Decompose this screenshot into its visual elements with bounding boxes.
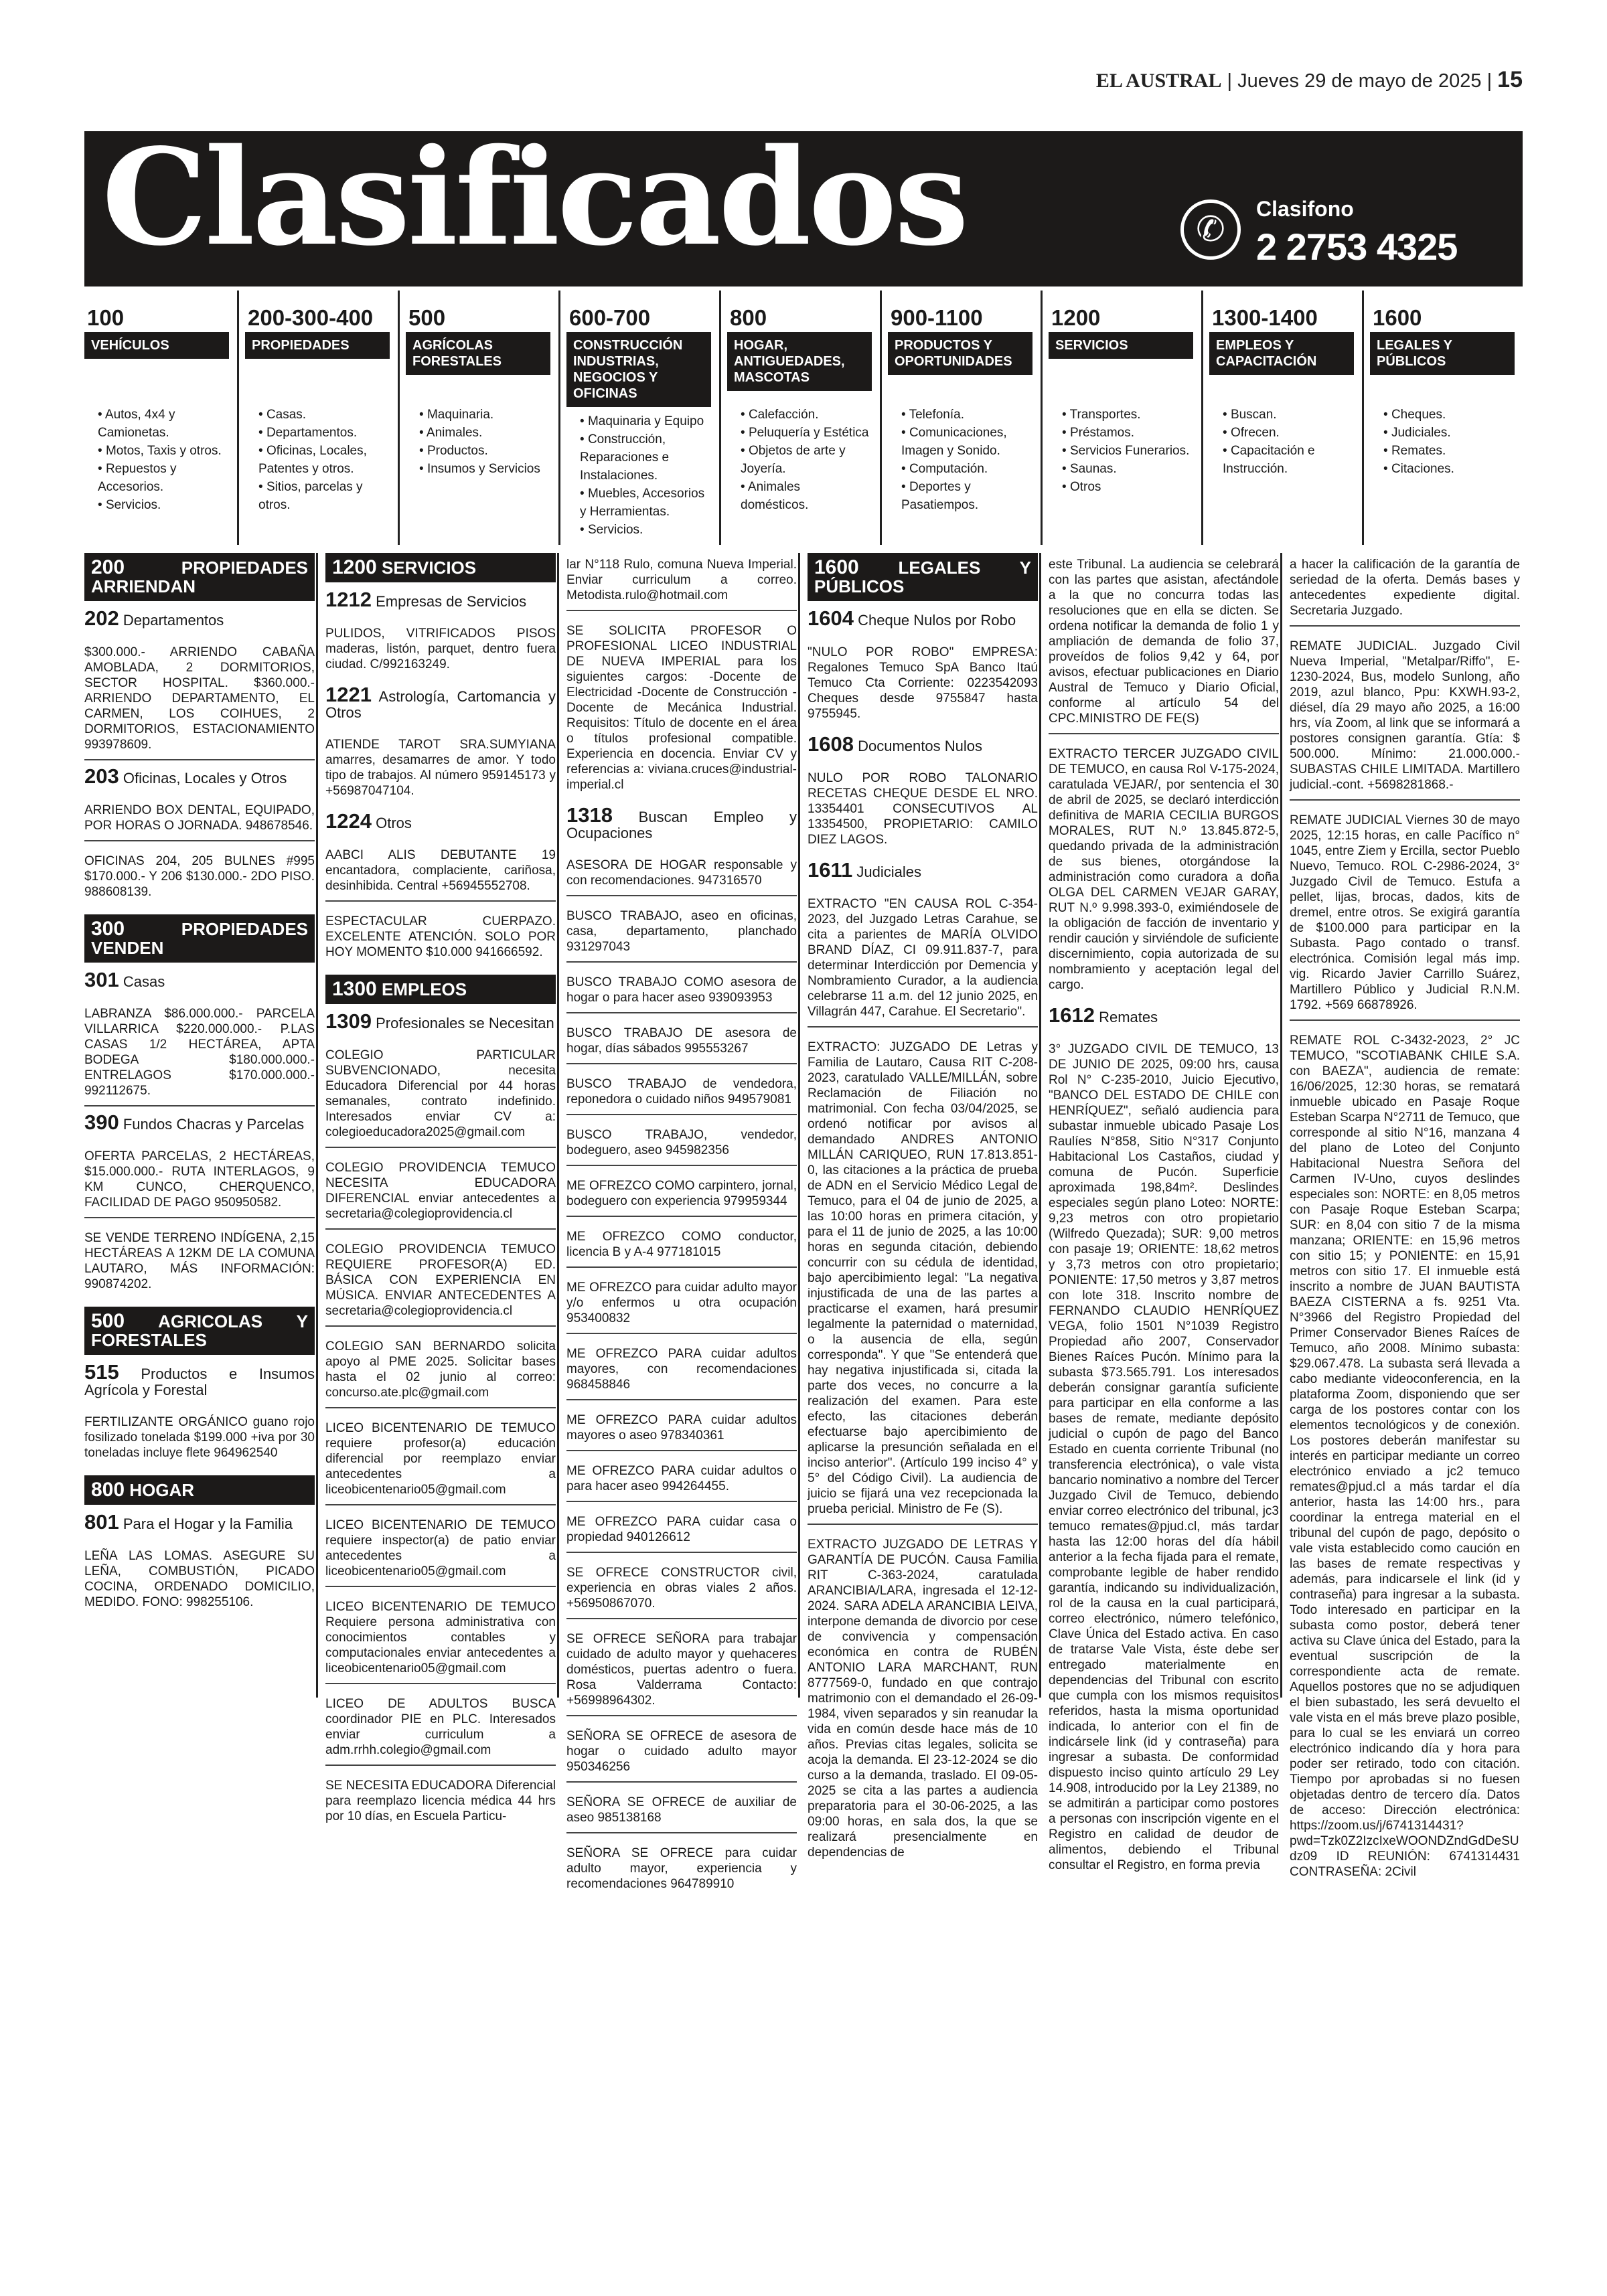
classified-ad: ME OFREZCO PARA cuidar adultos o para hacer aseo 994264455.	[566, 1459, 797, 1502]
classified-ad: SE VENDE TERRENO INDÍGENA, 2,15 HECTÁREAS A 12KM DE LA COMUNA LAUTARO, MÁS INFORMACIÓN: 990874202.	[84, 1231, 315, 1291]
classified-ad: REMATE JUDICIAL. Juzgado Civil Nueva Imperial, "Metalpar/Riffo", E-1230-2024, Bus, modelo Sunlong, año 2019, azul blanco, Ppu: KXWH.93-2, diésel, día 29 mayo año 2025, a 16:00 hrs, vía Zoom, al link que se informará a postores consignen garantía. Gtía: $ 500.000. Mínimo: 21.000.000.- SUBASTAS CHILE LIMITADA. Martillero judicial.-cont. +5698281868.-	[1290, 635, 1520, 801]
classified-ad: ARRIENDO BOX DENTAL, EQUIPADO, POR HORAS O JORNADA. 948678546.	[84, 799, 315, 841]
classified-ad: lar N°118 Rulo, comuna Nueva Imperial. Enviar curriculum a correo. Metodista.rulo@hotmail.com	[566, 553, 797, 611]
classified-ad: $300.000.- ARRIENDO CABAÑA AMOBLADA, 2 DORMITORIOS, SECTOR HOSPITAL. $360.000.- ARRIENDO DEPARTAMENTO, EL CARMEN, LOS COIHUES, 2 DORMITORIOS, ESTACIONAMIENTO 993978609.	[84, 641, 315, 760]
subsection-515: 515 Productos e Insumos Agrícola y Forestal	[84, 1360, 315, 1398]
classified-ad: BUSCO TRABAJO, vendedor, bodeguero, aseo 945982356	[566, 1123, 797, 1166]
classified-ad: LICEO BICENTENARIO DE TEMUCO Requiere persona administrativa con conocimientos contables y computacionales enviar antecedentes a liceobicentenario05@gmail.com	[325, 1595, 556, 1684]
category-1600: 1600 LEGALES Y PÚBLICOS • Cheques. • Judiciales. • Remates. • Citaciones.	[1370, 305, 1515, 540]
subsection-301: 301 Casas	[84, 968, 165, 991]
divider	[1362, 291, 1364, 545]
section-title: Clasificados	[102, 119, 967, 275]
subsection-1224: 1224 Otros	[325, 809, 412, 833]
classified-ad: BUSCO TRABAJO DE asesora de hogar, días sábados 995553267	[566, 1021, 797, 1064]
column-divider	[1280, 553, 1282, 1698]
category-800: 800 HOGAR, ANTIGUEDADES, MASCOTAS • Calefacción. • Peluquería y Estética • Objetos de arte y Joyería. • Animales domésticos.	[727, 305, 872, 540]
subsection-1608: 1608 Documentos Nulos	[808, 732, 982, 756]
divider	[880, 291, 882, 545]
category-600-700: 600-700 CONSTRUCCIÓN INDUSTRIAS, NEGOCIOS Y OFICINAS • Maquinaria y Equipo • Construcción, Reparaciones e Instalaciones. • Muebles, Accesorios y Herramientas. • Servicios.	[566, 305, 711, 540]
category-100: 100 VEHÍCULOS • Autos, 4x4 y Camionetas. • Motos, Taxis y otros. • Repuestos y Accesorios. • Servicios.	[84, 305, 229, 540]
classified-ad: COLEGIO PROVIDENCIA TEMUCO NECESITA EDUCADORA DIFERENCIAL enviar antecedentes a secretaria@colegioprovidencia.cl	[325, 1156, 556, 1230]
classified-ad: ME OFREZCO PARA cuidar adultos mayores o aseo 978340361	[566, 1408, 797, 1451]
section-500: 500 AGRICOLAS Y FORESTALES	[84, 1307, 315, 1355]
classified-ad: SEÑORA SE OFRECE de asesora de hogar o cuidado adulto mayor 950346256	[566, 1724, 797, 1783]
classified-ad: REMATE ROL C-3432-2023, 2° JC TEMUCO, "SCOTIABANK CHILE S.A. con BAEZA", audiencia de remate: 16/06/2025, 12:30 horas, se rematará inmueble ubicado en Pasaje Roque Esteban Scarpa N°2711 de Temuco, que corresponde al sitio N°16, manzana 4 del plano de Loteo del Conjunto Habitacional Nuestra Señora del Carmen IV-Uno, cuyos deslindes especiales son: NORTE: en 8,05 metros con Pasaje Roque Esteban Scarpa; SUR: en 8,04 con sitio 7 de la misma manzana; ORIENTE: en 15,96 metros con sitio 15; y PONIENTE: en 15,91 metros con sitio 17. El inmueble está inscrito a nombre de JUAN BAUTISTA BAEZA CISTERNA a fs. 9251 Vta. N°3966 del Registro Propiedad del Primer Conservador Bienes Raíces de Temuco, año 2008. Mínimo subasta: $29.067.478. La subasta será llevada a cabo mediante videoconferencia, en la plataforma Zoom, disponiendo que ser carga de los postores contar con los elementos tecnológicos y de conexión. Los postores deberán manifestar su interés en participar mediante un correo electrónico enviado a jc2 temuco remates@pjud.cl a más tardar el día anterior, hasta las 14:00 hrs., para coordinar la entrega material en el tribunal del cupón de pago, depósito o vale vista establecido como caución en las bases de remate respectivas y además, para indicarsele el link (id y contraseña) para ingresar a la subasta. Todo interesado en participar en la subasta como postor, deberá tener activa su Clave única del Estado, para la eventual suscripción de la correspondiente acta de remate. Aquellos postores que no se adjudiquen el bien subastado, les será devuelto el vale vista en el más breve plazo posible, para lo cual se les enviará un correo electrónico indicando día y hora para poder ser retirado, todo con citación. Tiempo por aprobadas si no fuesen objetadas dentro de tercero día. Datos de acceso: Dirección electrónica: https://zoom.us/j/6741314431?pwd=Tzk0Z2IzcIxeWOONDZndGdDeSUdz09 ID REUNIÓN: 6741314431 CONTRASEÑA: 2Civil	[1290, 1034, 1520, 1879]
clasifono-label: Clasifono	[1256, 197, 1354, 221]
classified-ad: SEÑORA SE OFRECE para cuidar adulto mayor, experiencia y recomendaciones 964789910	[566, 1846, 797, 1891]
classified-ad: SEÑORA SE OFRECE de auxiliar de aseo 985138168	[566, 1791, 797, 1833]
classified-ad: PULIDOS, VITRIFICADOS PISOS maderas, listón, parquet, dentro fuera ciudad. C/992163249.	[325, 627, 556, 671]
subsection-390: 390 Fundos Chacras y Parcelas	[84, 1111, 305, 1134]
classified-ad: "NULO POR ROBO" EMPRESA: Regalones Temuco SpA Banco Itaú Temuco Cta Corriente: 0223542093 Cheques desde 9755847 hasta 9755945.	[808, 645, 1038, 721]
page-number: 15	[1497, 67, 1523, 92]
clasifono-number: 2 2753 4325	[1256, 226, 1458, 268]
classified-ad: ME OFREZCO PARA cuidar casa o propiedad 940126612	[566, 1510, 797, 1553]
subsection-1318: 1318 Buscan Empleo y Ocupaciones	[566, 803, 797, 841]
classified-ad: COLEGIO SAN BERNARDO solicita apoyo al PME 2025. Solicitar bases hasta el 02 junio al correo: concurso.ate.plc@gmail.com	[325, 1335, 556, 1408]
classified-ad: LICEO BICENTENARIO DE TEMUCO requiere profesor(a) educación diferencial por reemplazo enviar antecedentes a liceobicentenario05@gmail.com	[325, 1416, 556, 1505]
subsection-203: 203 Oficinas, Locales y Otros	[84, 764, 287, 788]
section-200: 200 PROPIEDADES ARRIENDAN	[84, 553, 315, 601]
category-200-300-400: 200-300-400 PROPIEDADES • Casas. • Departamentos. • Oficinas, Locales, Patentes y otros. • Sitios, parcelas y otros.	[245, 305, 390, 540]
divider	[1041, 291, 1043, 545]
classified-ad: LEÑA LAS LOMAS. ASEGURE SU LEÑA, COMBUSTIÓN, PICADO COCINA, ORDENADO DOMICILIO, MEDIDO. FONO: 998255106.	[84, 1549, 315, 1609]
phone-icon: ✆	[1180, 199, 1241, 260]
issue-date: Jueves 29 de mayo de 2025	[1237, 70, 1482, 92]
classified-ad: SE OFRECE SEÑORA para trabajar cuidado de adulto mayor y quehaceres domésticos, puertas adentro o fuera. Rosa Valderrama Contacto: +56998964302.	[566, 1627, 797, 1716]
classified-ad: OFICINAS 204, 205 BULNES #995 $170.000.- Y 206 $130.000.- 2DO PISO. 988608139.	[84, 854, 315, 899]
classified-ad: EXTRACTO: JUZGADO DE Letras y Familia de Lautaro, Causa RIT C-208-2023, caratulado VALLE/MILLÁN, sobre Reclamación de Filiación no matrimonial. Con fecha 03/04/2025, se ordenó notificar por avisos al demandado ANDRES ANTONIO MILLÁN CARIQUEO, RUN 17.813.851-0, las citaciones a la práctica de prueba de ADN en el Servicio Médico Legal de Temuco, para el 04 de junio de 2025, a las 10:00 horas en primera citación, y para el 11 de junio de 2025, a las 10:00 horas en segunda citación, debiendo concurrir con su cédula de identidad, bajo apercibimiento legal: "La negativa injustificada de una de las partes a practicarse el examen, hará presumir legalmente la paternidad o maternidad, o la ausencia de ella, según corresponda". Y que "Se entenderá que hay negativa injustificada si, citada la parte dos veces, no concurre a la realización del examen. Para este efecto, las citaciones deberán efectuarse bajo apercibimiento de aplicarse la presunción señalada en el inciso anterior". (Artículo 199 inciso 4° y 5° del Código Civil). La audiencia de juicio se fijará una vez recepcionada la prueba pericial. Ministro de Fe (S).	[808, 1036, 1038, 1525]
column-1	[84, 553, 315, 1625]
classified-ad: EXTRACTO JUZGADO DE LETRAS Y GARANTÍA DE PUCÓN. Causa Familia RIT C-363-2024, caratulada ARANCIBIA/LARA, ingresada el 12-12-2024. SARA ADELA ARANCIBIA LEIVA, interpone demanda de divorcio por cese de convivencia y compensación económica en contra de RUBÉN ANTONIO LARA MARCHANT, RUN 8777569-0, fundado en que contrajo matrimonio con el demandado el 26-09-1984, viven separados y sin reanudar la vida en común desde hace más de 10 años. Previas citas legales, solicita se acoja la demanda. El 23-12-2024 se dio curso a la demanda, traslado. El 09-05-2025 se cita a las partes a audiencia preparatoria para el 30-06-2025, a las 09:00 horas, en sala dos, la que se realizará presencialmente en dependencias de	[808, 1538, 1038, 1860]
column-6	[1290, 553, 1520, 1894]
subsection-1604: 1604 Cheque Nulos por Robo	[808, 606, 1016, 630]
category-1200: 1200 SERVICIOS • Transportes. • Préstamos. • Servicios Funerarios. • Saunas. • Otros	[1049, 305, 1193, 540]
column-divider	[316, 553, 318, 1698]
divider	[1201, 291, 1203, 545]
category-1300-1400: 1300-1400 EMPLEOS Y CAPACITACIÓN • Buscan. • Ofrecen. • Capacitación e Instrucción.	[1209, 305, 1354, 540]
column-divider	[557, 553, 559, 1698]
classified-ad: LICEO DE ADULTOS BUSCA coordinador PIE en PLC. Interesados enviar curriculum a adm.rrhh.colegio@gmail.com	[325, 1692, 556, 1766]
classified-ad: este Tribunal. La audiencia se celebrará con las partes que asistan, afectándole a la que no concurra todas las resoluciones que en ella se dicten. Se ordena notificar la demanda de folio 1 y ampliación de demanda de folio 37, proveídos de folios 9,42 y 64, por avisos, efectuar publicaciones en Diario Austral de Temuco y Diario Oficial, conforme al artículo 54 del CPC.MINISTRO DE FE(S)	[1049, 553, 1279, 734]
category-900-1100: 900-1100 PRODUCTOS Y OPORTUNIDADES • Telefonía. • Comunicaciones, Imagen y Sonido. • Computación. • Deportes y Pasatiempos.	[888, 305, 1032, 540]
column-divider	[798, 553, 800, 1698]
subsection-1611: 1611 Judiciales	[808, 858, 921, 882]
category-index	[84, 305, 1523, 540]
classified-ad: OFERTA PARCELAS, 2 HECTÁREAS, $15.000.000.- RUTA INTERLAGOS, 9 KM CUNCO, CHERQUENCO, FACILIDAD DE PAGO 950950582.	[84, 1145, 315, 1218]
classified-ad: EXTRACTO "EN CAUSA ROL C-354-2023, del Juzgado Letras Carahue, se cita a parientes de MARÍA OLVIDO BRAND DÍAZ, CI 09.911.837-7, para determinar Interdicción por Demencia y Nombramiento Curador, a la audiencia celebrarse 11 a.m. del 12 junio 2025, en Villagrán 447, Carahue. El Secretario".	[808, 892, 1038, 1028]
divider	[719, 291, 721, 545]
divider	[237, 291, 239, 545]
divider	[558, 291, 560, 545]
classified-ad: COLEGIO PROVIDENCIA TEMUCO REQUIERE PROFESOR(A) ED. BÁSICA CON EXPERIENCIA EN MÚSICA. ENVIAR ANTECEDENTES A secretaria@colegioprovidencia.cl	[325, 1238, 556, 1327]
subsection-1309: 1309 Profesionales se Necesitan	[325, 1009, 554, 1033]
column-2	[325, 553, 556, 1839]
page-header: EL AUSTRAL | Jueves 29 de mayo de 2025 | 15	[1095, 67, 1523, 92]
subsection-1221: 1221 Astrología, Cartomancia y Otros	[325, 683, 556, 721]
column-4	[808, 553, 1038, 1875]
newspaper-name: EL AUSTRAL	[1095, 70, 1222, 92]
classified-ad: ATIENDE TAROT SRA.SUMYIANA amarres, desamarres de amor. Y todo tipo de trabajos. Al número 959145173 y +56987047104.	[325, 738, 556, 798]
classified-ad: SE SOLICITA PROFESOR O PROFESIONAL LICEO INDUSTRIAL DE NUEVA IMPERIAL para los siguientes cargos: -Docente de Electricidad -Docente de Construcción -Docente de Mecánica Industrial. Requisitos: Título de docente en el área o títulos profesional compatible. Experiencia en docencia. Enviar CV y referencias a: viviana.cruces@industrial-imperial.cl	[566, 624, 797, 792]
section-1600: 1600 LEGALES Y PÚBLICOS	[808, 553, 1038, 601]
section-1200: 1200 SERVICIOS	[325, 553, 556, 582]
divider	[398, 291, 400, 545]
classified-ad: SE OFRECE CONSTRUCTOR civil, experiencia en obras viales 2 años. +56950867070.	[566, 1561, 797, 1619]
section-800: 800 HOGAR	[84, 1475, 315, 1505]
classified-ad: BUSCO TRABAJO COMO asesora de hogar o para hacer aseo 939093953	[566, 971, 797, 1013]
classified-ad: ME OFREZCO COMO conductor, licencia B y A-4 977181015	[566, 1225, 797, 1268]
classified-ad: AABCI ALIS DEBUTANTE 19 encantadora, complaciente, cariñosa, desinhibida. Central +56945552708.	[325, 843, 556, 902]
classified-ad: COLEGIO PARTICULAR SUBVENCIONADO, necesita Educadora Diferencial por 44 horas semanales, contrato indefinido. Interesados enviar CV a: colegioeducadora2025@gmail.com	[325, 1044, 556, 1148]
category-500: 500 AGRÍCOLAS FORESTALES • Maquinaria. • Animales. • Productos. • Insumos y Servicios	[406, 305, 550, 540]
classified-ad: a hacer la calificación de la garantía de seriedad de la oferta. Demás bases y antecedentes expediente digital. Secretaria Juzgado.	[1290, 553, 1520, 627]
classified-ad: BUSCO TRABAJO de vendedora, reponedora o cuidado niños 949579081	[566, 1072, 797, 1115]
classified-ad: ASESORA DE HOGAR responsable y con recomendaciones. 947316570	[566, 853, 797, 896]
classified-ad: NULO POR ROBO TALONARIO RECETAS CHEQUE DESDE EL NRO. 13354401 CONSECUTIVOS AL 13354500, PROPIETARIO: CAMILO DIEZ LAGOS.	[808, 771, 1038, 847]
classified-ad: ME OFREZCO COMO carpintero, jornal, bodeguero con experiencia 979959344	[566, 1174, 797, 1217]
classified-ad: ME OFREZCO PARA cuidar adultos mayores, con recomendaciones 968458846	[566, 1342, 797, 1400]
classified-ad: EXTRACTO TERCER JUZGADO CIVIL DE TEMUCO, en causa Rol V-175-2024, caratulada VEJAR/, por sentencia el 30 de abril de 2025, se declaró interdicción definitiva de MARIA CECILIA BURGOS MORALES, RUT N.º 13.845.872-5, quedando privada de la administración de sus bienes, otorgándose la administración como curadora a doña OLGA DEL CARMEN VEJAR GARAY, RUT N.º 9.998.393-0, eximiéndosele de la obligación de facción de inventario y rendir caución y sirviéndole de suficiente discernimiento, copia autorizada de su nombramiento y aceptación legal del cargo.	[1049, 747, 1279, 992]
subsection-202: 202 Departamentos	[84, 606, 224, 630]
subsection-1212: 1212 Empresas de Servicios	[325, 588, 527, 611]
column-5	[1049, 553, 1279, 1888]
classified-ad: SE NECESITA EDUCADORA Diferencial para reemplazo licencia médica 44 hrs por 10 días, en Escuela Particu-	[325, 1779, 556, 1823]
column-divider	[1039, 553, 1041, 1698]
classified-ad: REMATE JUDICIAL Viernes 30 de mayo 2025, 12:15 horas, en calle Pacífico n° 1045, entre Ziem y Ercilla, sector Pueblo Nuevo, Temuco. ROL C-2986-2024, 3° Juzgado Civil de Temuco. Estufa a pellet, lijas, brocas, dados, kits de dremel, entre otros. Se exigirá garantía de $100.000 para participar en la Subasta. Pago contado o transf. electrónica. Comisión legal más imp. vig. Ricardo Javier Carrillo Suárez, Martillero Público y Judicial R.N.M. 1792. +569 66878926.	[1290, 809, 1520, 1021]
section-1300: 1300 EMPLEOS	[325, 975, 556, 1004]
clasificados-banner	[84, 119, 1523, 286]
column-3	[566, 553, 797, 1906]
subsection-801: 801 Para el Hogar y la Familia	[84, 1510, 293, 1534]
subsection-1612: 1612 Remates	[1049, 1003, 1158, 1027]
classified-ad: LICEO BICENTENARIO DE TEMUCO requiere inspector(a) de patio enviar antecedentes a liceobicentenario05@gmail.com	[325, 1513, 556, 1587]
classified-ad: ME OFREZCO para cuidar adulto mayor y/o enfermos u otra ocupación 953400832	[566, 1276, 797, 1334]
classified-ad: FERTILIZANTE ORGÁNICO guano rojo fosilizado tonelada $199.000 +iva por 30 toneladas incluye flete 964962540	[84, 1415, 315, 1460]
section-300: 300 PROPIEDADES VENDEN	[84, 914, 315, 963]
classified-ad: ESPECTACULAR CUERPAZO. EXCELENTE ATENCIÓN. SOLO POR HOY MOMENTO $10.000 941666592.	[325, 914, 556, 959]
classified-ad: 3° JUZGADO CIVIL DE TEMUCO, 13 DE JUNIO DE 2025, 09:00 hrs, causa Rol N° C-235-2010, Juicio Ejecutivo, "BANCO DEL ESTADO DE CHILE con HENRÍQUEZ", señaló audiencia para subastar inmueble ubicado Pasaje Los Raulíes N°858, Sitio N°317 Conjunto Habitacional Los Castaños, ciudad y comuna de Pucón. Superficie aproximada 198,84m². Deslindes especiales según plano Loteo: NORTE: 9,23 metros con otro propietario (Wilfredo Quezada); SUR: 9,00 metros con pasaje 19; ORIENTE: 18,62 metros y 3,73 metros con otro propietario; PONIENTE: 17,50 metros y 3,87 metros con lote 318. Inscrito nombre de FERNANDO CLAUDIO HENRÍQUEZ VEGA, folio 1501 N°1039 Registro Propiedad año 2007, Conservador Bienes Raíces Pucón. Mínimo para la subasta $73.565.791. Los interesados deberán consignar garantía suficiente para participar en ella conforme a las bases de remate, mediante depósito judicial o cupón de pago del Banco Estado en cuenta corriente Tribunal (no transferencia electrónica), o vale vista bancario nominativo a nombre del Tercer Juzgado Civil de Temuco, debiendo enviar correo electrónico del tribunal, jc3 temuco remates@pjud.cl, más tardar hasta las 12:00 horas del día hábil anterior a la fecha fijada para el remate, comprobante legible de haber rendido garantía, indicando su individualización, rol de la causa en la cual participará, correo electrónico, número telefónico, Clave Única del Estado activa. En caso de tratarse Vale Vista, éste debe ser entregado materialmente en dependencias del Tribunal con escrito que cumpla con los mismos requisitos referidos, hasta la misma oportunidad indicada, lo anterior con el fin de indicársele link (id y contraseña) para ingresar a subasta. De conformidad dispuesto inciso quinto artículo 29 Ley 14.908, introducido por la Ley 21389, no se admitirán a participar como postores a personas con inscripción vigente en el Registro en calidad de deudor de alimentos, debiendo el Tribunal consultar el Registro, en forma previa	[1049, 1042, 1279, 1872]
classified-ad: LABRANZA $86.000.000.- PARCELA VILLARRICA $220.000.000.- P.LAS CASAS 1/2 HECTÁREA, APTA BODEGA $180.000.000.- ENTRELAGOS $170.000.000.- 992112675.	[84, 1002, 315, 1106]
classified-ad: BUSCO TRABAJO, aseo en oficinas, casa, departamento, planchado 931297043	[566, 904, 797, 963]
